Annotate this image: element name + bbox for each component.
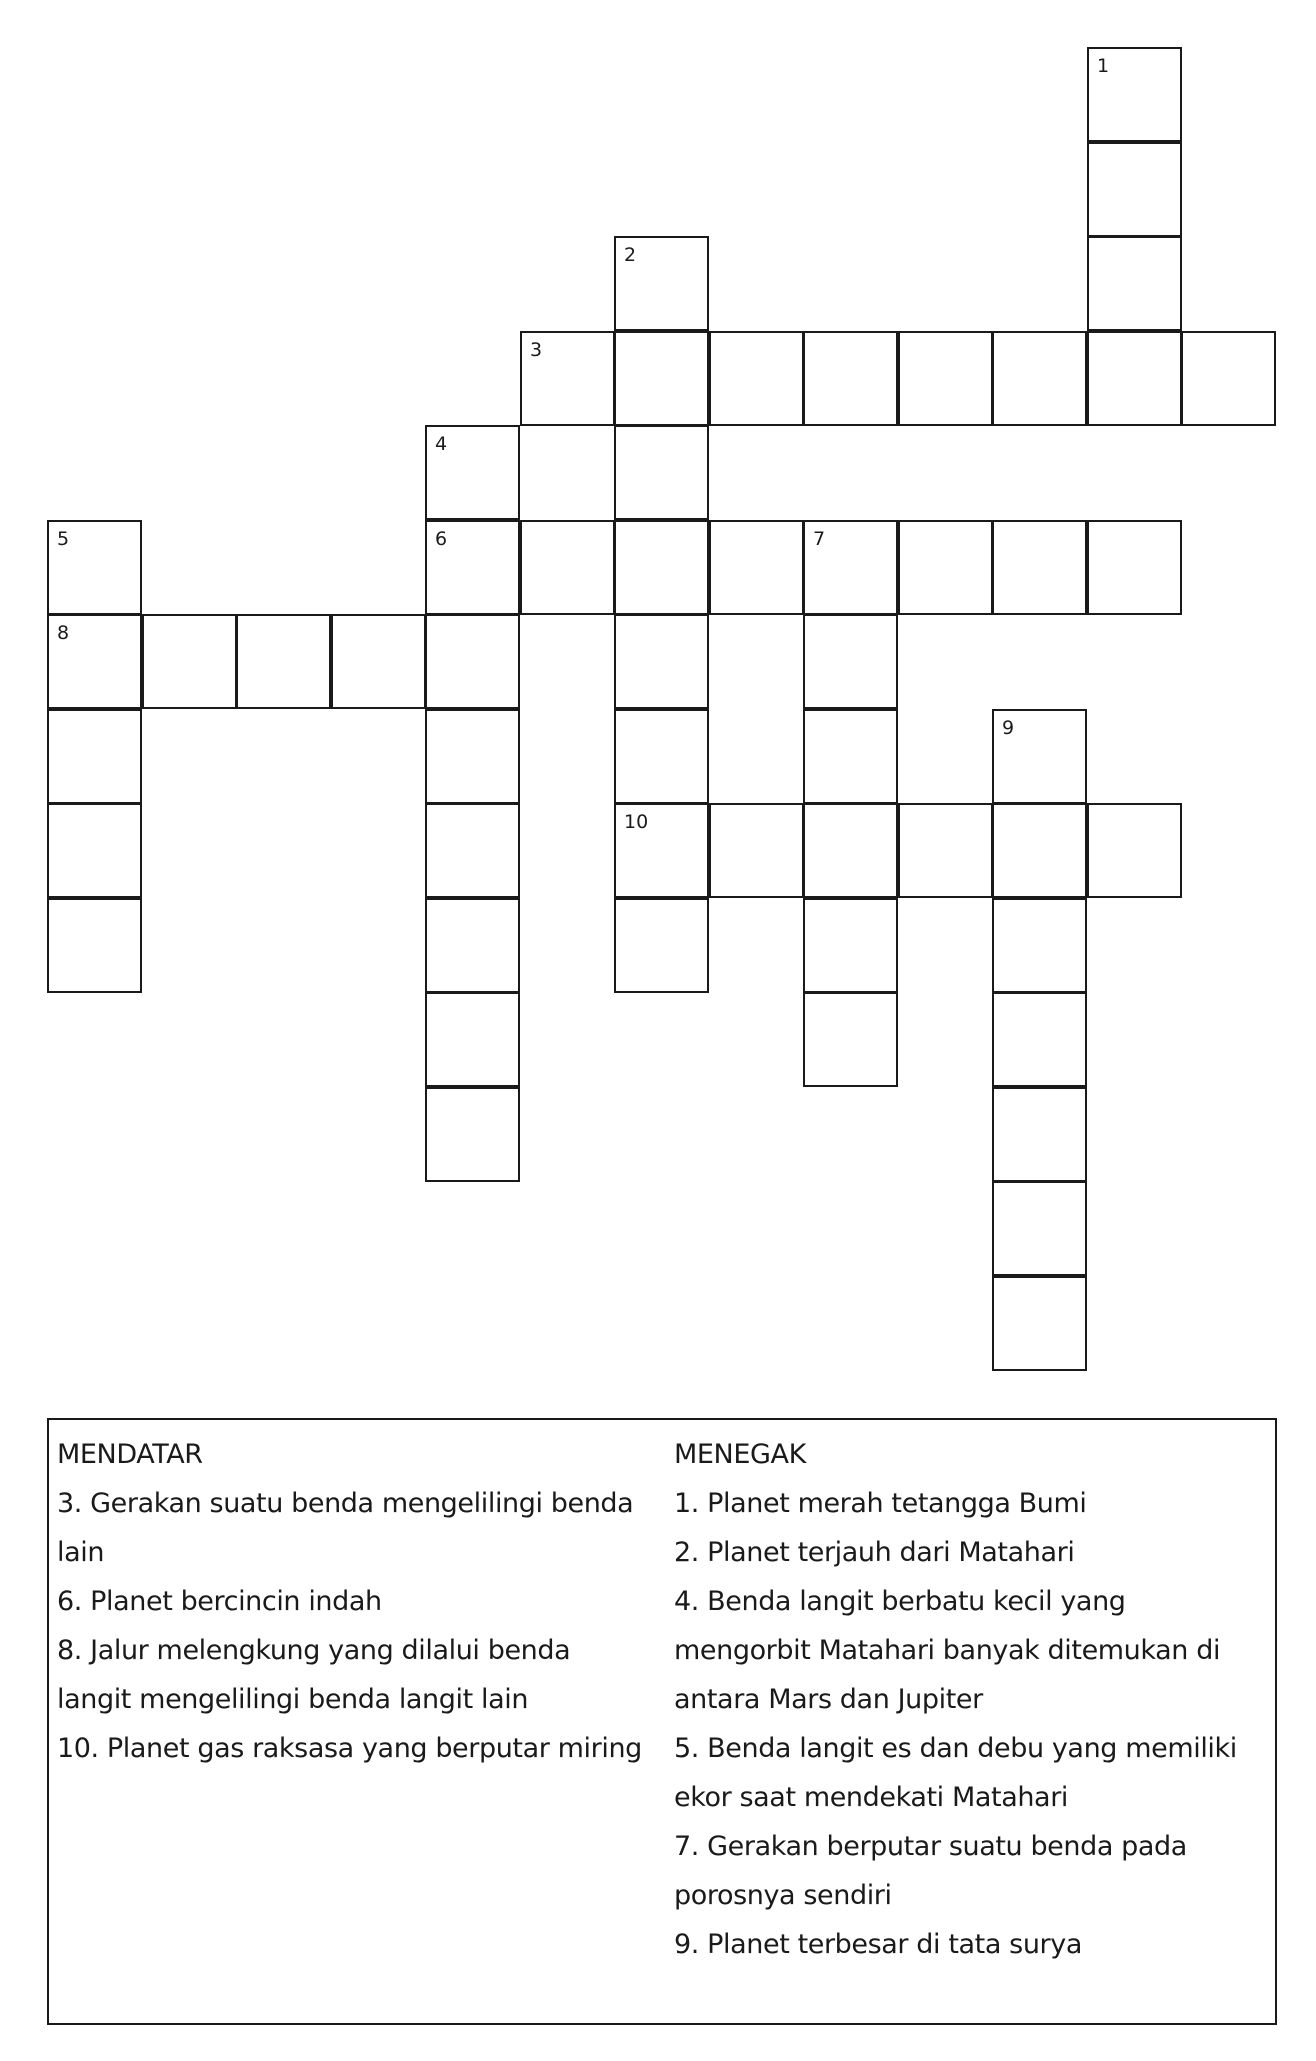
crossword-cell[interactable] (803, 992, 898, 1087)
crossword-cell[interactable] (614, 331, 709, 426)
down-clue-line: 2. Planet terjauh dari Matahari (674, 1537, 1075, 1568)
down-clues-column (674, 1430, 1274, 1969)
down-clue-line: 9. Planet terbesar di tata surya (674, 1929, 1082, 1960)
crossword-cell[interactable] (142, 614, 237, 709)
clue-number: 3 (530, 339, 543, 361)
crossword-cell[interactable] (803, 803, 898, 898)
clue-number: 9 (1002, 717, 1015, 739)
crossword-cell[interactable] (47, 898, 142, 993)
crossword-cell[interactable] (709, 331, 804, 426)
crossword-cell[interactable] (803, 709, 898, 804)
crossword-cell[interactable] (425, 709, 520, 804)
crossword-cell[interactable] (425, 992, 520, 1087)
crossword-cell[interactable] (425, 614, 520, 709)
crossword-cell[interactable] (803, 614, 898, 709)
clue-box (47, 1418, 1277, 2025)
crossword-cell[interactable] (614, 709, 709, 804)
crossword-cell[interactable] (425, 898, 520, 993)
crossword-cell[interactable] (520, 520, 615, 615)
across-clue-line: langit mengelilingi benda langit lain (57, 1684, 529, 1715)
down-clue-line: ekor saat mendekati Matahari (674, 1782, 1068, 1813)
crossword-cell[interactable] (1087, 47, 1182, 142)
clue-number: 6 (435, 528, 448, 550)
across-heading: MENDATAR (57, 1439, 203, 1470)
crossword-cell[interactable] (1087, 520, 1182, 615)
crossword-cell[interactable] (1087, 236, 1182, 331)
crossword-cell[interactable] (992, 331, 1087, 426)
clue-number: 2 (624, 244, 637, 266)
crossword-cell[interactable] (331, 614, 426, 709)
crossword-cell[interactable] (992, 1181, 1087, 1276)
crossword-cell[interactable] (992, 992, 1087, 1087)
down-heading: MENEGAK (674, 1439, 806, 1470)
crossword-cell[interactable] (425, 803, 520, 898)
crossword-cell[interactable] (992, 898, 1087, 993)
crossword-cell[interactable] (709, 803, 804, 898)
clue-number: 10 (624, 811, 649, 833)
down-clue-line: 5. Benda langit es dan debu yang memiliki (674, 1733, 1237, 1764)
crossword-cell[interactable] (614, 236, 709, 331)
across-clue-line: 3. Gerakan suatu benda mengelilingi benda (57, 1488, 634, 1519)
across-clue-line: 8. Jalur melengkung yang dilalui benda (57, 1635, 571, 1666)
crossword-cell[interactable] (614, 898, 709, 993)
across-clues-column (57, 1430, 667, 1773)
down-clue-line: 7. Gerakan berputar suatu benda pada (674, 1831, 1187, 1862)
crossword-cell[interactable] (992, 1276, 1087, 1371)
crossword-cell[interactable] (898, 520, 993, 615)
across-clue-line: lain (57, 1537, 105, 1568)
crossword-cell[interactable] (992, 520, 1087, 615)
crossword-cell[interactable] (1181, 331, 1276, 426)
crossword-cell[interactable] (236, 614, 331, 709)
crossword-cell[interactable] (803, 331, 898, 426)
across-clue-line: 6. Planet bercincin indah (57, 1586, 382, 1617)
clue-number: 8 (57, 622, 70, 644)
clue-number: 5 (57, 528, 70, 550)
crossword-cell[interactable] (992, 803, 1087, 898)
crossword-cell[interactable] (47, 803, 142, 898)
crossword-cell[interactable] (898, 803, 993, 898)
down-clue-line: mengorbit Matahari banyak ditemukan di (674, 1635, 1221, 1666)
crossword-cell[interactable] (614, 803, 709, 898)
crossword-cell[interactable] (803, 520, 898, 615)
down-clue-line: 1. Planet merah tetangga Bumi (674, 1488, 1087, 1519)
crossword-cell[interactable] (898, 331, 993, 426)
crossword-cell[interactable] (1087, 803, 1182, 898)
clue-number: 1 (1097, 55, 1110, 77)
crossword-cell[interactable] (992, 709, 1087, 804)
crossword-cell[interactable] (614, 520, 709, 615)
across-clue-line: 10. Planet gas raksasa yang berputar miring (57, 1733, 642, 1764)
down-clue-line: antara Mars dan Jupiter (674, 1684, 983, 1715)
clue-number: 4 (435, 433, 448, 455)
crossword-cell[interactable] (992, 1087, 1087, 1182)
crossword-cell[interactable] (47, 709, 142, 804)
crossword-cell[interactable] (425, 1087, 520, 1182)
crossword-cell[interactable] (47, 520, 142, 615)
crossword-cell[interactable] (803, 898, 898, 993)
down-clue-line: 4. Benda langit berbatu kecil yang (674, 1586, 1126, 1617)
crossword-cell[interactable] (709, 520, 804, 615)
crossword-cell[interactable] (614, 614, 709, 709)
crossword-cell[interactable] (425, 520, 520, 615)
crossword-cell[interactable] (47, 614, 142, 709)
crossword-cell[interactable] (1087, 142, 1182, 237)
crossword-cell[interactable] (425, 425, 520, 520)
crossword-cell[interactable] (520, 331, 615, 426)
crossword-cell[interactable] (1087, 331, 1182, 426)
clue-number: 7 (813, 528, 826, 550)
crossword-cell[interactable] (614, 425, 709, 520)
down-clue-line: porosnya sendiri (674, 1880, 892, 1911)
